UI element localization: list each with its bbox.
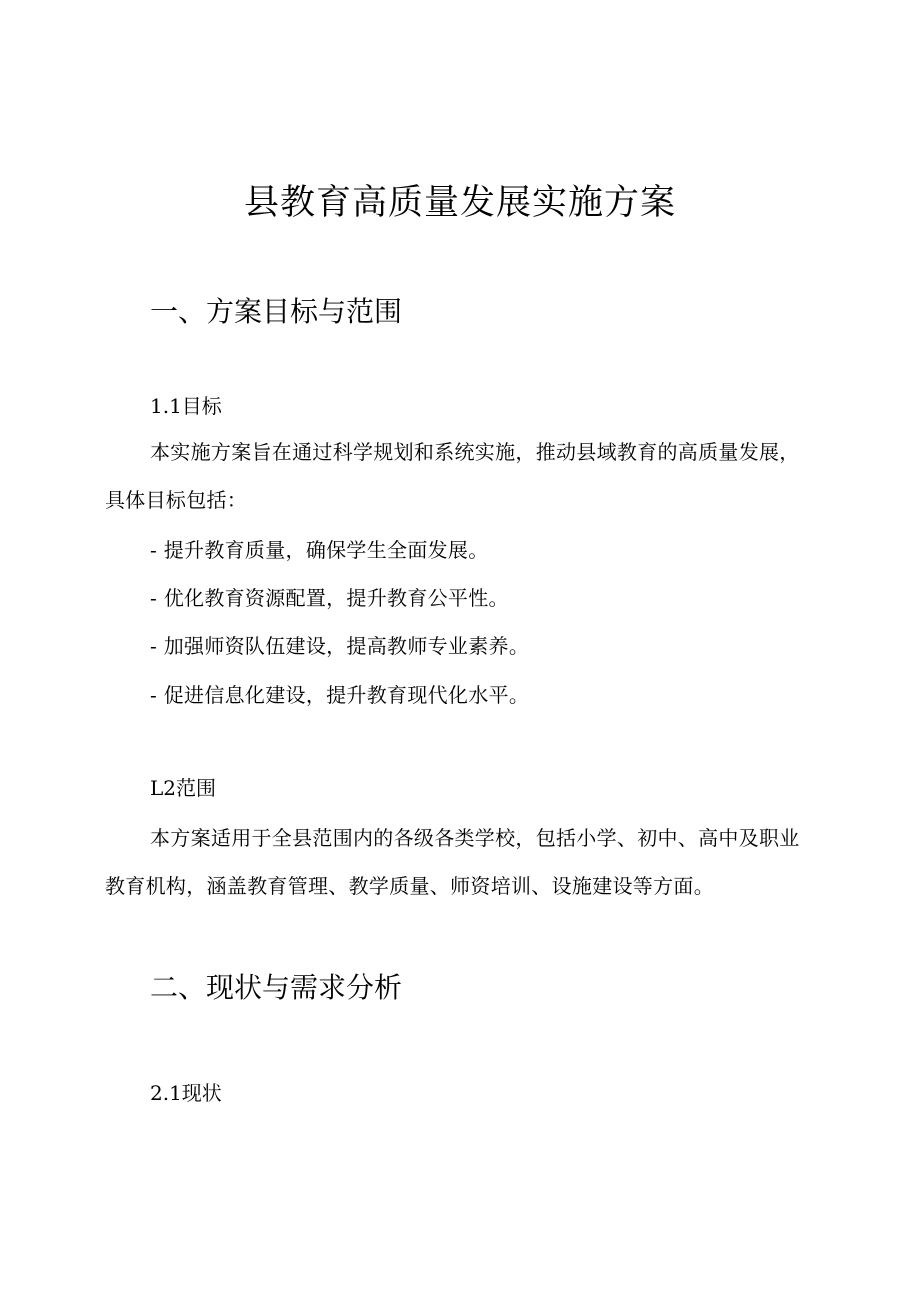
goal-item-4: - 促进信息化建设，提升教育现代化水平。 [150, 683, 530, 707]
goal-item-2: - 优化教育资源配置，提升教育公平性。 [150, 586, 509, 610]
goal-item-1: - 提升教育质量，确保学生全面发展。 [150, 538, 489, 562]
subsection-1-1-heading: 1.1目标 [150, 394, 222, 418]
subsection-2-1-heading: 2.1现状 [150, 1081, 222, 1105]
section-2-heading: 二、现状与需求分析 [150, 971, 403, 1004]
document-title: 县教育高质量发展实施方案 [243, 183, 676, 223]
subsection-1-1-paragraph: 本实施方案旨在通过科学规划和系统实施，推动县域教育的高质量发展，具体目标包括： [105, 440, 800, 512]
subsection-1-2-heading: L2范围 [150, 776, 217, 800]
section-1-heading: 一、方案目标与范围 [150, 295, 403, 328]
subsection-1-2-paragraph: 本方案适用于全县范围内的各级各类学校，包括小学、初中、高中及职业教育机构，涵盖教育管理、教学质量、师资培训、设施建设等方面。 [105, 826, 800, 898]
goal-item-3: - 加强师资队伍建设，提高教师专业素养。 [150, 634, 530, 658]
